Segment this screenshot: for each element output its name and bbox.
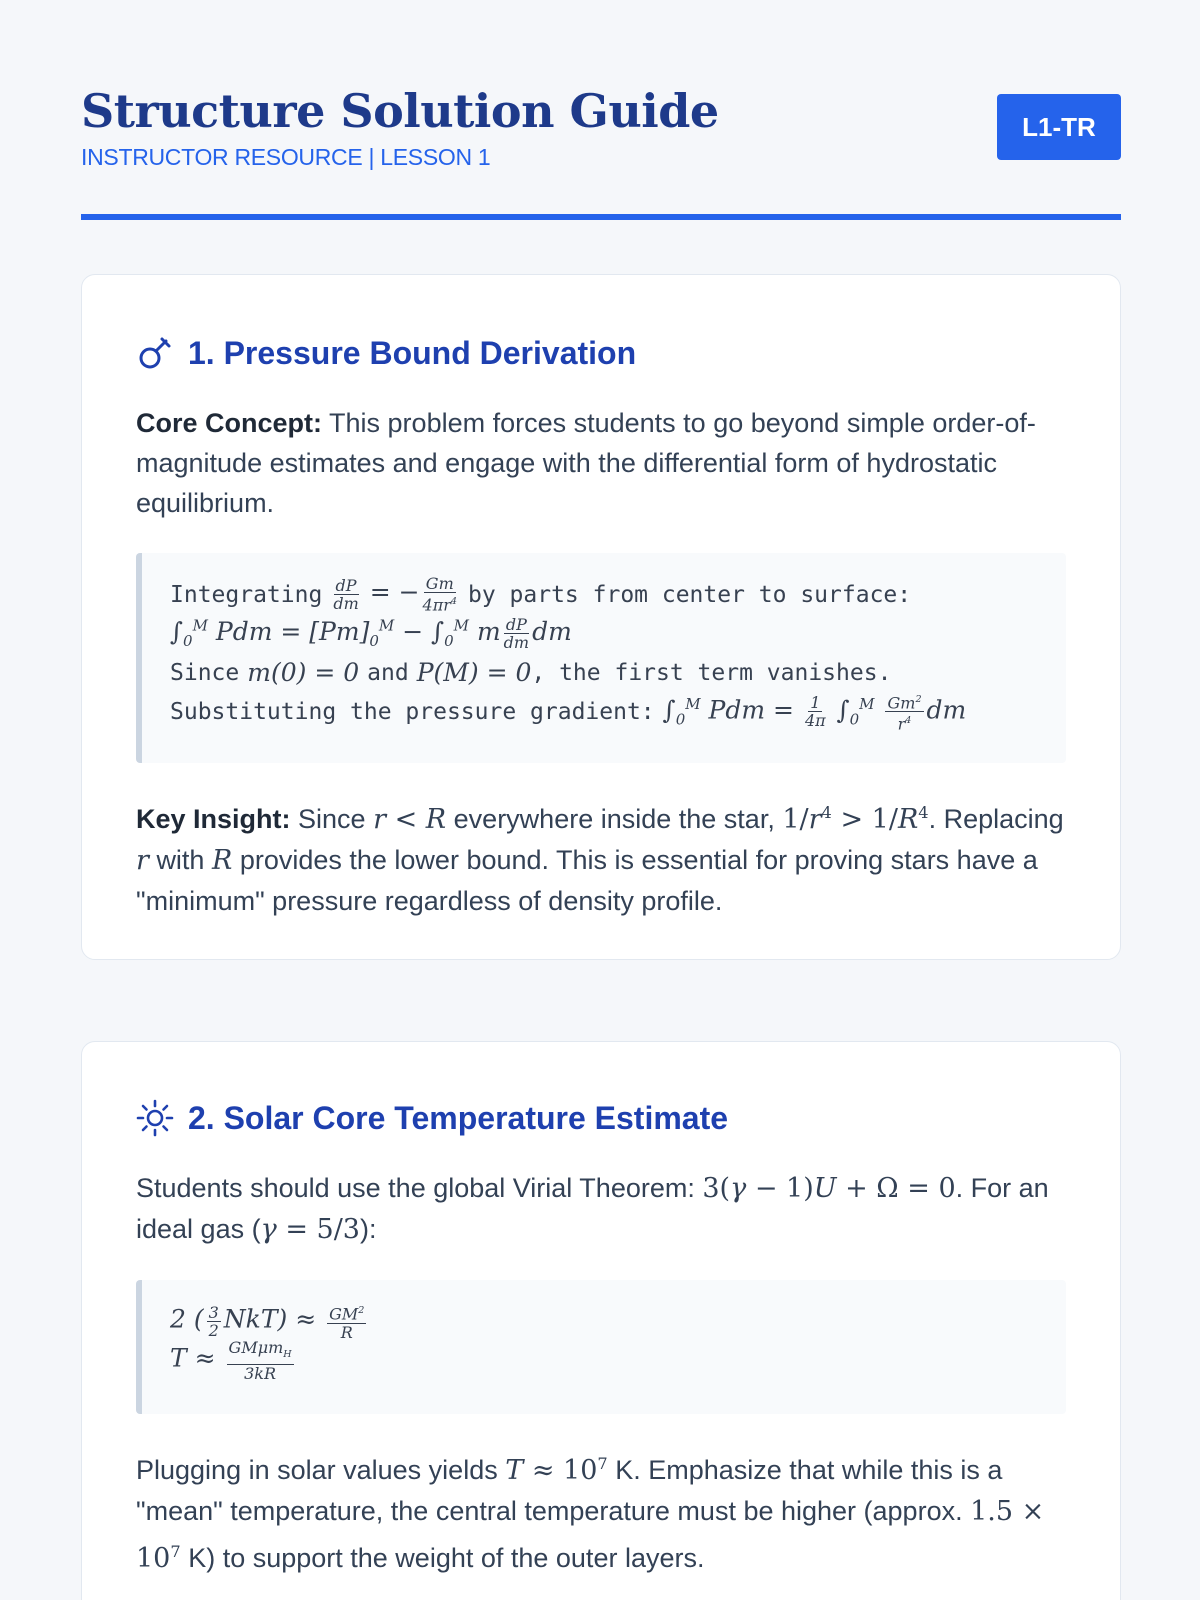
- derivation-text: and: [367, 659, 409, 686]
- equation: r < R: [373, 804, 447, 835]
- concept-text: This problem forces students to go beyond simple order-of-magnitude estimates and engage with the differential form of hydrostatic equilibrium.: [136, 408, 1036, 518]
- derivation-text: , the first term vanishes.: [531, 659, 892, 686]
- virial-line: [170, 1338, 1038, 1383]
- insight-text: .: [928, 804, 937, 834]
- key-insight: [136, 793, 1066, 921]
- equation: $T \approx 10^7$: [505, 1454, 608, 1486]
- insight-text: provides the lower bound. This is essential for proving stars have a "minimum" pressure regardless of density profile.: [136, 845, 1038, 916]
- insight-label: Key Insight:: [136, 804, 291, 834]
- equation: $\int_0^M$ Pdm = $[Pm]_0^M - \int_0^M$ m $\frac{dP}{dm}$ dm: [170, 615, 572, 652]
- derivation-text: Integrating: [170, 581, 323, 608]
- derivation-text: Substituting the pressure gradient:: [170, 698, 655, 725]
- section-card-pressure: [81, 274, 1121, 960]
- insight-text: Since: [298, 804, 366, 834]
- derivation-box: [136, 553, 1066, 763]
- derivation-text: Since: [170, 659, 240, 686]
- insight-text: everywhere inside the star,: [453, 804, 775, 834]
- equation: P(M) = 0: [416, 658, 532, 687]
- derivation-text: by parts from center to surface:: [468, 581, 912, 608]
- equation: $1.5 \times 10^7$: [136, 1496, 1045, 1574]
- equation: r: [136, 845, 149, 876]
- equation: 3(γ − 1)U + Ω = 0: [702, 1173, 956, 1204]
- intro-text: Students should use the global Virial Theorem:: [136, 1173, 695, 1203]
- page-header: [81, 78, 1121, 220]
- equation: $1/r^4 > 1/R^4$: [782, 803, 929, 835]
- page-subtitle: INSTRUCTOR RESOURCE | LESSON 1: [81, 144, 491, 170]
- virial-intro: [136, 1168, 1066, 1250]
- temperature-conclusion: [136, 1444, 1066, 1579]
- conclusion-text: K) to support the weight of the outer layers.: [188, 1543, 705, 1573]
- virial-box: [136, 1280, 1066, 1414]
- section-title: 1. Pressure Bound Derivation: [188, 334, 637, 371]
- insight-text: with: [156, 845, 205, 875]
- derivation-line: [170, 653, 1038, 692]
- equation: γ = 5/3: [260, 1214, 360, 1245]
- equation: T ≈ $\frac{GM\mu m_H}{3kR}$: [170, 1338, 292, 1383]
- section-card-temperature: [81, 1041, 1121, 1600]
- section-heading: [136, 1098, 1066, 1138]
- sun-icon: [136, 1099, 174, 1137]
- page-title: Structure Solution Guide: [81, 84, 719, 138]
- derivation-line: [170, 575, 1038, 614]
- section-title: 2. Solar Core Temperature Estimate: [188, 1099, 729, 1136]
- insight-text: Replacing: [943, 804, 1064, 834]
- equation: $\frac{dP}{dm}$ = − $\frac{Gm}{4\pi r^4}$: [333, 574, 457, 615]
- intro-text: ):: [359, 1214, 377, 1244]
- scale-pressure-icon: [136, 334, 174, 372]
- lesson-badge: L1-TR: [997, 94, 1121, 160]
- conclusion-text: Plugging in solar values yields: [136, 1455, 498, 1485]
- conclusion-text: K. Emphasize that while this is a "mean" temperature, the central temperature must be higher (approx.: [136, 1455, 1003, 1526]
- equation: 2 ( $\frac{3}{2}$ NkT) ≈ $\frac{GM^2}{R}$: [170, 1302, 365, 1342]
- section-heading: [136, 333, 1066, 373]
- virial-line: [170, 1302, 1038, 1341]
- derivation-line: [170, 614, 1038, 653]
- derivation-line: [170, 692, 1038, 734]
- concept-label: Core Concept:: [136, 408, 323, 438]
- equation: m(0) = 0: [247, 658, 360, 687]
- core-concept: [136, 403, 1066, 523]
- equation: R: [211, 845, 233, 876]
- intro-text: . For an ideal gas (: [136, 1173, 1049, 1244]
- equation: $\int_0^M$ Pdm = $\frac{1}{4\pi}$ $\int_0^M$ $\frac{Gm^2}{r^4}$ dm: [663, 691, 967, 733]
